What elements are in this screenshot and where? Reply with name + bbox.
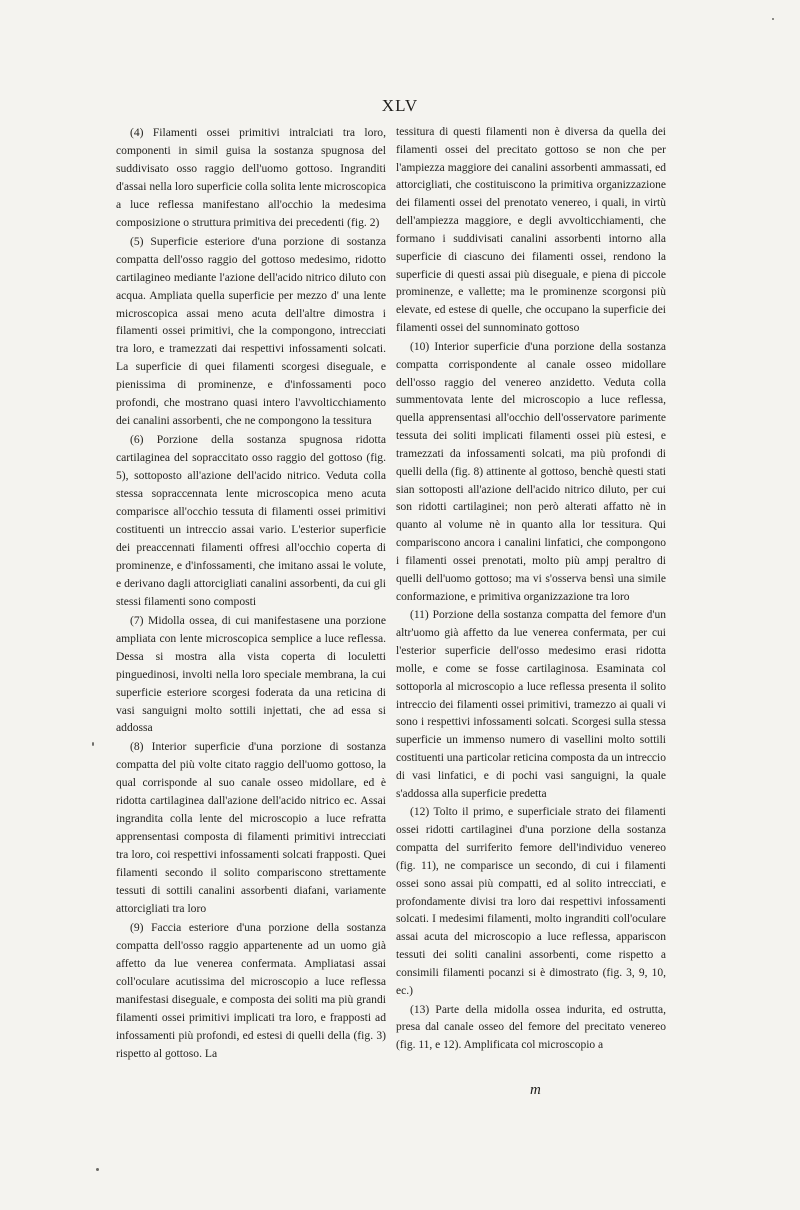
left-text-column — [116, 124, 386, 1064]
caption-paragraph-10: (10) Interior superficie d'una porzione della sostanza compatta corrispondente al canale osseo midollare dell'osso raggio del venereo anzidetto. Veduta colla summentovata lente del microscopio a luce reflessa, quella apprensentasi all'occhio dell'osservatore parimente tessuta dei soliti implicati filamenti ossei più estesi, e tramezzati da infossamenti solcati, ma più profondi di quelli della (fig. 8) attinente al gottoso, benchè questi stati sian sottoposti all'azione dell'acido nitrico diluto, per cui son ridotti cartilaginei; non però alterati affatto nè in quanto al volume nè in quanto alla lor tessitura. Qui compariscono ancora i canalini linfatici, che compongono i filamenti ossei prenotati, molto più ampj peraltro di quelli dell'uomo gottoso; ma vi s'osserva bensì una simile conformazione, e primitiva organizzazione tra loro — [396, 340, 666, 603]
caption-paragraph-9-continued: tessitura di questi filamenti non è diversa da quella dei filamenti ossei del precitato gottoso se non che per l'ampiezza maggiore dei canalini assorbenti ammassati, ed attorcigliati, che costituiscono la primitiva organizzazione dei filamenti ossei del prenotato venereo, i quali, in virtù dell'ampiezza maggiore, e degli avvolticchiamenti, che formano i suddivisati canalini assorbenti intorno alla superficie di ciascuno dei filamenti ossei, rendono la superficie di questi assai più diseguale, e piena di piccole prominenze, e vallette; ma le prominenze scorgonsi più elevate, ed estese di quelle, che occupano la superficie dei filamenti ossei del sunnominato gottoso — [396, 126, 666, 335]
signature-mark: m — [530, 1082, 541, 1098]
ink-speck — [772, 18, 774, 20]
caption-paragraph-9: (9) Faccia esteriore d'una porzione della sostanza compatta dell'osso raggio appartenente ad un uomo già affetto da lue venerea confermata. Ampliatasi assai coll'oculare acutissima del microscopio a luce reflessa manifestasi diseguale, e composta dei soliti ma più grandi filamenti ossei primitivi implicati tra loro, e frapposti ad infossamenti più profondi, ed estesi di quelli della (fig. 3) rispetto al gottoso. La — [116, 920, 386, 1060]
right-text-column — [396, 124, 666, 1056]
caption-paragraph-11: (11) Porzione della sostanza compatta del femore d'un altr'uomo già affetto da lue venerea confermata, per cui l'esterior superficie dell'osso medesimo erasi ridotta molle, e come se fosse cartilaginosa. Esaminata col sottoporla al microscopio a luce reflessa presenta il solito intreccio dei filamenti ossei primitivi, tramezzo ai quali vi sono i respettivi infossamenti solcati. Scorgesi sulla stessa superficie un immenso numero di vasellini molto sottili costituenti una particolar reticina composta da un intreccio di vasi linfatici, e di pochi vasi sanguigni, la quale s'addossa alla superficie predetta — [396, 609, 666, 800]
caption-paragraph-5: (5) Superficie esteriore d'una porzione di sostanza compatta dell'osso raggio del gottoso medesimo, ridotto cartilagineo mediante l'azione dell'acido nitrico diluto con acqua. Ampliata quella superficie per mezzo d' una lente microscopica assai meno acuta dell'altre dimostra i filamenti ossei primitivi, che la compongono, intrecciati tra loro, e tramezzati dai respettivi infossamenti solcati. La superficie di quei filamenti scorgesi diseguale, e pienissima di prominenze, e d'infossamenti poco profondi, che mostrano quasi intero l'avvolticchiamento dei canalini assorbenti, che ne compongono la tessitura — [116, 234, 386, 428]
caption-paragraph-4: (4) Filamenti ossei primitivi intralciati tra loro, componenti in simil guisa la sostanza spugnosa del suddivisato osso raggio dell'uomo gottoso. Ingranditi d'assai nella loro superficie colla solita lente microscopica a luce reflessa manifestano all'occhio la medesima composizione o struttura primitiva dei precedenti (fig. 2) — [116, 126, 386, 229]
page-number-header: XLV — [381, 96, 419, 115]
caption-paragraph-6: (6) Porzione della sostanza spugnosa ridotta cartilaginea del sopraccitato osso raggio del gottoso (fig. 5), sottoposto all'azione dell'acido nitrico. Veduta colla stessa sopraccennata lente microscopica meno acuta comparisce all'occhio tessuta di filamenti ossei primitivi costituenti un intreccio assai vario. L'esterior superficie dei preaccennati filamenti offresi all'occhio coperta di prominenze, e d'infossamenti, che imitano assai le volute, e derivano dagli attorcigliati canalini assorbenti, da cui gli stessi filamenti sono composti — [116, 433, 386, 608]
caption-paragraph-13: (13) Parte della midolla ossea indurita, ed ostrutta, presa dal canale osseo del femore del precitato venereo (fig. 11, e 12). Amplificata col microscopio a — [396, 1003, 666, 1052]
caption-paragraph-7: (7) Midolla ossea, di cui manifestasene una porzione ampliata con lente microscopica semplice a luce reflessa. Dessa si mostra alla vista coperta di loculetti pinguedinosi, involti nella loro speciale membrana, la cui superficie esteriore scorgesi foderata da una reticina di vasi sanguigni molto sottili injettati, che ad essa si addossa — [116, 613, 386, 735]
caption-paragraph-8: (8) Interior superficie d'una porzione di sostanza compatta del più volte citato raggio dell'uomo gottoso, la qual corrisponde al suo canale osseo midollare, ed è ridotta cartilaginea dall'azione dell'acido nitrico ec. Assai ingrandita colla lente del microscopio a luce refratta apprensentasi composta di filamenti primitivi intrecciati tra loro, coi respettivi infossamenti solcati frapposti. Quei filamenti secondo il solito compariscono strettamente tessuti di sottili canalini assorbenti diafani, variamente attorcigliati tra loro — [116, 740, 386, 915]
caption-paragraph-12: (12) Tolto il primo, e superficiale strato dei filamenti ossei ridotti cartilaginei d'una porzione della sostanza compatta del surriferito femore dell'individuo venereo (fig. 11), ne comparisce un secondo, di cui i filamenti ossei sono assai più compatti, ed al solito intrecciati, e profondamente divisi tra loro dai respettivi infossamenti solcati. I medesimi filamenti, molto ingranditi coll'oculare assai acuta del microscopio a luce reflessa, appariscon tessuti dei soliti canalini assorbenti, come rispetto a consimili filamenti pocanzi si è dimostrato (fig. 3, 9, 10, ec.) — [396, 806, 666, 997]
ink-speck — [92, 742, 94, 746]
ink-speck — [96, 1168, 99, 1171]
